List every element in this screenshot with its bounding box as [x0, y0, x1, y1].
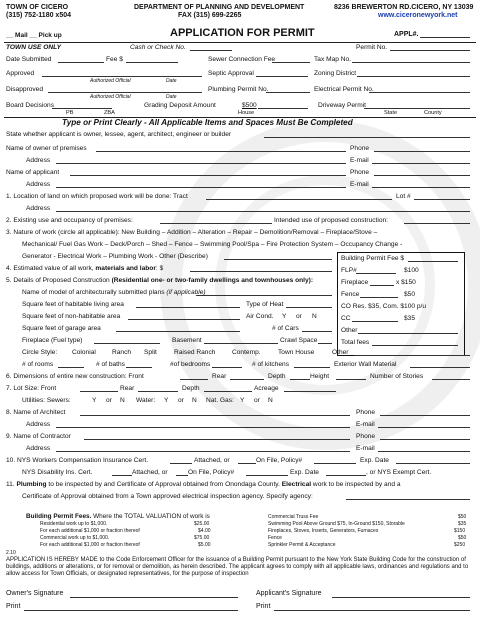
acreage-field[interactable]: [284, 391, 336, 392]
bedrooms-label: #of bedrooms: [170, 361, 211, 368]
owner-email-label: E-mail: [350, 157, 369, 164]
applicant-print-field[interactable]: [274, 610, 470, 611]
building-fee-label: Building Permit Fee $: [341, 255, 405, 262]
fireplace-fee-label: Fireplace: [341, 279, 369, 286]
stories-field[interactable]: [432, 379, 470, 380]
sewers-no[interactable]: N: [120, 397, 125, 404]
height-field[interactable]: [336, 379, 366, 380]
arch-plans-label: Name of model of architecturally submitted plans (if applicable): [22, 289, 206, 296]
fireplace-qty-field[interactable]: [370, 285, 394, 286]
pb-caption: PB: [66, 110, 74, 116]
lot-label: Lot #: [396, 193, 411, 200]
flp-label: FLP#: [341, 267, 357, 274]
disability-policy-field[interactable]: [246, 475, 288, 476]
style-other[interactable]: Other: [332, 349, 349, 356]
fence-fee-amount: $50: [404, 291, 416, 298]
intended-use-field[interactable]: [404, 223, 470, 224]
sf-nonhabitable-field[interactable]: [128, 319, 240, 320]
location-address-label: Address: [26, 205, 51, 212]
contractor-address-field[interactable]: [56, 451, 350, 452]
permit-no-label: Permit No.: [356, 44, 388, 51]
county-caption: County: [424, 110, 442, 116]
circle-style-label: Circle Style:: [22, 349, 58, 356]
fee-com-label: Commercial work up to $1,000.: [40, 535, 110, 541]
fee-pool-amount: $35: [458, 521, 467, 527]
style-other-field[interactable]: [354, 355, 470, 356]
q3-nature-of-work: 3. Nature of work (circle all applicable): New Building – Addition – Alteration – Repair – Demolition/Removal – Fireplace/Stove –: [6, 229, 378, 236]
sf-garage-label: Square feet of garage area: [22, 325, 101, 332]
arch-plans-field[interactable]: [196, 295, 332, 296]
workers-comp-attached-field[interactable]: [170, 463, 192, 464]
approved-label: Approved: [6, 70, 35, 77]
fence-fee-label: Fence: [341, 291, 360, 298]
fireplace-fee-amount: x $150: [396, 279, 416, 286]
lot-depth-label: Depth: [182, 385, 200, 392]
instructions-heading: Type or Print Clearly - All Applicable Items and Spaces Must Be Completed: [62, 118, 353, 127]
fireplace-fuel-label: Fireplace (Fuel type): [22, 337, 83, 344]
baths-field[interactable]: [126, 367, 152, 368]
owner-phone-label: Phone: [350, 145, 370, 152]
other-fee-field[interactable]: [358, 333, 458, 334]
style-colonial[interactable]: Colonial: [72, 349, 96, 356]
tax-map-label: Tax Map No.: [314, 56, 352, 63]
contractor-phone-label: Phone: [356, 433, 376, 440]
applicant-phone-label: Phone: [350, 169, 370, 176]
grading-deposit-label: Grading Deposit Amount: [144, 102, 216, 109]
electrical-permit-label: Electrical Permit No.: [314, 86, 374, 93]
grading-deposit-amount: $500: [242, 102, 257, 109]
fee-res-label: Residential work up to $1,000.: [40, 521, 108, 527]
location-address-field[interactable]: [56, 211, 470, 212]
contractor-email-field[interactable]: [378, 451, 470, 452]
disability-policy-label: On File, Policy#: [188, 469, 235, 476]
stories-label: Number of Stories: [370, 373, 424, 380]
q11-agency-label: Certificate of Approval obtained from a Town approved electrical inspection agency. Specify agency:: [22, 493, 313, 500]
lot-depth-field[interactable]: [204, 391, 252, 392]
acreage-label: Acreage: [254, 385, 279, 392]
style-contemp[interactable]: Contemp.: [232, 349, 261, 356]
cc-fee-amount: $35: [404, 315, 416, 322]
applicant-type-field[interactable]: [264, 137, 470, 138]
state-caption: State: [384, 110, 398, 116]
fee-pool-label: Swimming Pool Above Ground $75, In-Ground $150, Storable: [268, 521, 405, 527]
sf-habitable-label: Square feet of habitable living area: [22, 301, 124, 308]
disability-onfile-field[interactable]: [176, 475, 188, 476]
fee-com-add-label: For each additional $1,000 or fraction thereof: [40, 542, 140, 548]
architect-name-field[interactable]: [80, 415, 350, 416]
kitchens-field[interactable]: [294, 367, 330, 368]
workers-comp-exp-field[interactable]: [396, 463, 470, 464]
depth-label: Depth: [268, 373, 286, 380]
zba-caption: ZBA: [104, 110, 115, 116]
air-cond-yes[interactable]: Y: [282, 313, 287, 320]
workers-comp-attached-label: Attached, or: [194, 457, 230, 464]
utilities-label: Utilities: Sewers:: [22, 397, 71, 404]
owner-address-field[interactable]: [56, 163, 346, 164]
sewers-or: or: [106, 397, 112, 404]
date-submitted-label: Date Submitted: [6, 56, 52, 63]
type-heat-field[interactable]: [286, 307, 332, 308]
rooms-field[interactable]: [58, 367, 84, 368]
style-ranch[interactable]: Ranch: [112, 349, 132, 356]
architect-phone-label: Phone: [356, 409, 376, 416]
applicant-name-label: Name of applicant: [6, 169, 60, 176]
q5-details-label: 5. Details of Proposed Construction (Residential one- or two-family dwellings and townhouses only):: [6, 277, 314, 284]
air-cond-no[interactable]: N: [312, 313, 317, 320]
fee-fireplace-amount: $150: [454, 528, 466, 534]
water-no[interactable]: N: [192, 397, 197, 404]
crawl-space-label: Crawl Space: [280, 337, 318, 344]
disability-exp-field[interactable]: [326, 475, 366, 476]
other-work-field[interactable]: [224, 259, 332, 260]
baths-label: # of baths: [96, 361, 125, 368]
contractor-email-label: E-mail: [356, 445, 375, 452]
q7-lot-size-label: 7. Lot Size: Front: [6, 385, 57, 392]
cc-fee-label: CC: [341, 315, 351, 322]
ext-wall-label: Exterior Wall Material: [334, 361, 397, 368]
nat-gas-or: or: [254, 397, 260, 404]
fee-res-add-amount: $4.00: [198, 528, 211, 534]
applicant-phone-field[interactable]: [374, 175, 470, 176]
cc-fee-field[interactable]: [352, 321, 398, 322]
tract-field[interactable]: [206, 199, 392, 200]
contractor-name-field[interactable]: [84, 439, 350, 440]
fee-truss-label: Commercial Truss Fee: [268, 514, 319, 520]
disability-label: NYS Disability Ins. Cert.: [22, 469, 93, 476]
disability-exp-label: Exp. Date: [290, 469, 319, 476]
fee-fence-label: Fence: [268, 535, 282, 541]
office-address: 8236 BREWERTON RD.CICERO, NY 13039: [334, 4, 474, 11]
electrical-agency-field[interactable]: [346, 499, 470, 500]
style-split[interactable]: Split: [144, 349, 157, 356]
owner-print-field[interactable]: [24, 610, 238, 611]
applicant-address-field[interactable]: [56, 187, 346, 188]
website-link[interactable]: www.ciceronewyork.net: [378, 12, 458, 19]
rooms-label: # of rooms: [22, 361, 54, 368]
sf-garage-field[interactable]: [116, 331, 240, 332]
total-fees-label: Total fees: [341, 339, 370, 346]
sewer-fee-label: Sewer Connection Fee: [208, 56, 276, 63]
architect-address-label: Address: [26, 421, 51, 428]
lot-field[interactable]: [414, 199, 470, 200]
style-town-house[interactable]: Town House: [278, 349, 315, 356]
q1-location-label: 1. Location of land on which proposed work will be done: Tract: [6, 193, 188, 200]
flp-amount: $100: [404, 267, 419, 274]
fee-sprinkler-amount: $250: [454, 542, 466, 548]
date-caption: Date: [166, 78, 177, 84]
q9-contractor-label: 9. Name of Contractor: [6, 433, 71, 440]
sf-nonhabitable-label: Square feet of non-habitable area: [22, 313, 121, 320]
air-cond-or: or: [296, 313, 302, 320]
crawl-space-field[interactable]: [318, 343, 332, 344]
lot-rear-field[interactable]: [138, 391, 178, 392]
q3-nature-of-work-cont: Mechanical/ Fuel Gas Work – Deck/Porch – Shed – Fence – Swimming Pool/Spa – Fire Protection System – Occupancy Change -: [22, 241, 403, 248]
owner-phone-field[interactable]: [374, 151, 470, 152]
rear-dim-field[interactable]: [230, 379, 264, 380]
plumbing-permit-label: Plumbing Permit No.: [208, 86, 269, 93]
town-use-heading: TOWN USE ONLY: [6, 44, 62, 51]
estimated-value-field[interactable]: [190, 271, 332, 272]
applicant-email-label: E-mail: [350, 181, 369, 188]
town-phone: (315) 752-1180 x504: [6, 12, 71, 19]
sewers-yes[interactable]: Y: [92, 397, 97, 404]
water-yes[interactable]: Y: [164, 397, 169, 404]
septic-label: Septic Approval: [208, 70, 254, 77]
architect-email-label: E-mail: [356, 421, 375, 428]
authorized-official-caption-2: Authorized Official: [90, 94, 131, 100]
front-dim-field[interactable]: [180, 379, 208, 380]
cars-label: # of Cars: [272, 325, 299, 332]
q11-inspection-label: 11. Plumbing to be inspected by and Certificate of Approval obtained from Onondaga County. Electrical work to be inspected by and a: [6, 481, 401, 488]
applicant-name-field[interactable]: [70, 175, 346, 176]
depth-field[interactable]: [290, 379, 310, 380]
rear-label: Rear: [212, 373, 227, 380]
owner-name-field[interactable]: [96, 151, 346, 152]
height-label: Height: [310, 373, 330, 380]
fee-sprinkler-label: Sprinkler Permit & Acceptance: [268, 542, 336, 548]
revision-number: 2.10: [6, 550, 16, 556]
architect-phone-field[interactable]: [380, 415, 470, 416]
exempt-cert-label: , or NYS Exempt Cert.: [366, 469, 432, 476]
owner-name-label: Name of owner of premises: [6, 145, 87, 152]
style-raised-ranch[interactable]: Raised Ranch: [174, 349, 216, 356]
cars-field[interactable]: [302, 331, 332, 332]
workers-comp-exp-label: Exp. Date: [360, 457, 389, 464]
basement-field[interactable]: [204, 343, 278, 344]
water-or: or: [178, 397, 184, 404]
water-label: Water:: [136, 397, 156, 404]
fence-fee-field[interactable]: [360, 297, 398, 298]
authorized-official-caption: Authorized Official: [90, 78, 131, 84]
existing-use-field[interactable]: [160, 223, 272, 224]
q4-estimated-value-label: 4. Estimated value of all work, materials and labor: $: [6, 265, 164, 272]
lot-rear-label: Rear: [120, 385, 135, 392]
nat-gas-yes[interactable]: Y: [240, 397, 245, 404]
applicant-signature-label: Applicant's Signature: [256, 590, 322, 597]
mail-option[interactable]: __ Mail __ Pick up: [6, 32, 62, 39]
lot-front-field[interactable]: [80, 391, 118, 392]
other-fee-label: Other: [341, 327, 358, 334]
contractor-phone-field[interactable]: [380, 439, 470, 440]
co-fee-label: CO Res. $35, Com. $100 p/u: [341, 303, 427, 310]
ext-wall-field[interactable]: [410, 367, 470, 368]
fee-res-add-label: For each additional $1,000 or fraction thereof: [40, 528, 140, 534]
cash-check-label: Cash or Check No.: [130, 44, 186, 51]
bedrooms-field[interactable]: [212, 367, 242, 368]
q10-workers-comp-label: 10. NYS Workers Compensation Insurance Cert.: [6, 457, 149, 464]
q8-architect-label: 8. Name of Architect: [6, 409, 66, 416]
fee-res-amount: $25.00: [194, 521, 210, 527]
date-caption-2: Date: [166, 94, 177, 100]
architect-email-field[interactable]: [378, 427, 470, 428]
driveway-permit-label: Driveway Permit: [318, 102, 366, 109]
nat-gas-no[interactable]: N: [268, 397, 273, 404]
application-number: APPL#.: [394, 31, 419, 38]
department-name: DEPARTMENT OF PLANNING AND DEVELOPMENT: [134, 4, 305, 11]
disapproved-label: Disapproved: [6, 86, 44, 93]
sf-habitable-field[interactable]: [136, 307, 240, 308]
building-fee-field[interactable]: [408, 261, 458, 262]
fee-com-amount: $75.00: [194, 535, 210, 541]
total-fees-field[interactable]: [372, 345, 458, 346]
architect-address-field[interactable]: [56, 427, 350, 428]
kitchens-label: # of kitchens: [252, 361, 290, 368]
q2-intended-use-label: Intended use of proposed construction:: [274, 217, 389, 224]
contractor-address-label: Address: [26, 445, 51, 452]
q3-nature-of-work-cont-2: Generator - Electrical Work – Plumbing Work - Other (Describe): [22, 253, 208, 260]
basement-label: Basement: [172, 337, 202, 344]
zoning-label: Zoning District: [314, 70, 357, 77]
applicant-print-label: Print: [256, 603, 271, 610]
applicant-signature-field[interactable]: [332, 597, 470, 598]
owner-address-label: Address: [26, 157, 51, 164]
nat-gas-label: Nat. Gas:: [206, 397, 234, 404]
applicant-address-label: Address: [26, 181, 51, 188]
disability-attached-label: Attached, or: [132, 469, 168, 476]
fireplace-fuel-field[interactable]: [94, 343, 160, 344]
flp-field[interactable]: [356, 273, 396, 274]
legal-statement: APPLICATION IS HEREBY MADE to the Code Enforcement Officer for the issuance of a Building Permit pursuant to the New York State Building Code for the construction of buildings, additions or alterations, or for removal or demolition, as herein described. The applicant agrees to comply with all applicable laws, ordinances and regulations and to allow access for Town Officials, or designated representatives, for the purpose of inspection: [6, 557, 469, 578]
type-heat-label: Type of Heat: [246, 301, 284, 308]
owner-email-field[interactable]: [372, 163, 470, 164]
owner-print-label: Print: [6, 603, 21, 610]
board-decisions-label: Board Decisions: [6, 102, 55, 109]
fee-schedule-heading: Building Permit Fees. Where the TOTAL VALUATION of work is: [26, 513, 210, 520]
q6-dimensions-label: 6. Dimensions of entire new construction: Front: [6, 373, 144, 380]
house-caption: House: [238, 110, 255, 116]
air-cond-label: Air Cond.: [246, 313, 274, 320]
town-name: TOWN OF CICERO: [6, 4, 69, 11]
fee-label: Fee $: [106, 56, 123, 63]
fee-com-add-amount: $5.00: [198, 542, 211, 548]
workers-comp-policy-label: On File, Policy#: [256, 457, 303, 464]
fee-fireplace-label: Fireplaces, Stoves, Inserts, Generators, Furnaces: [268, 528, 379, 534]
workers-comp-policy-field[interactable]: [314, 463, 356, 464]
applicant-type-label: State whether applicant is owner, lessee, agent, architect, engineer or builder: [6, 131, 232, 138]
applicant-email-field[interactable]: [372, 187, 470, 188]
owner-signature-label: Owner's Signature: [6, 590, 64, 597]
form-title: APPLICATION FOR PERMIT: [170, 27, 315, 39]
disability-attached-field[interactable]: [112, 475, 132, 476]
owner-signature-field[interactable]: [70, 597, 238, 598]
workers-comp-onfile-field[interactable]: [238, 463, 256, 464]
fee-fence-amount: $50: [458, 535, 467, 541]
fax-number: FAX (315) 699-2265: [178, 12, 242, 19]
q2-existing-use-label: 2. Existing use and occupancy of premises:: [6, 217, 133, 224]
fee-truss-amount: $50: [458, 514, 467, 520]
